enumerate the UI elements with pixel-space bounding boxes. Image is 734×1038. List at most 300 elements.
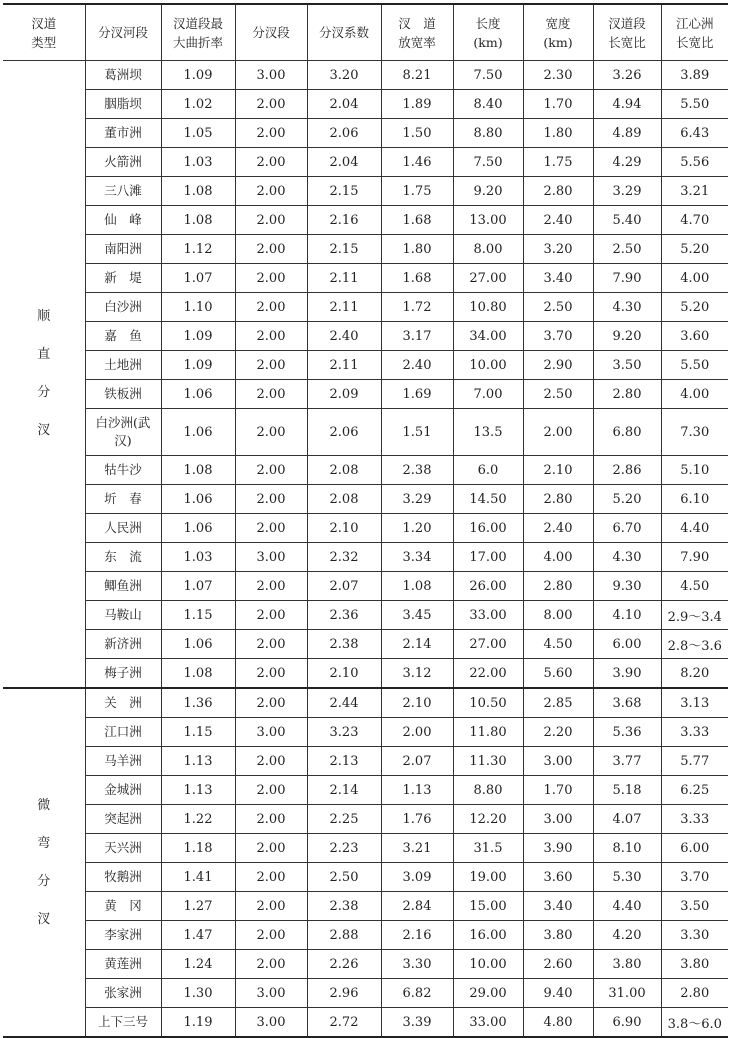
value-cell: 1.22 (161, 805, 235, 834)
value-cell: 2.38 (381, 456, 453, 485)
value-cell: 3.60 (523, 863, 593, 892)
value-cell: 6.43 (661, 119, 728, 148)
value-cell: 3.33 (661, 805, 728, 834)
column-header-6 (453, 4, 523, 61)
column-header-7 (523, 4, 593, 61)
branch-type-char: 汊 (37, 911, 51, 927)
value-cell: 2.11 (307, 293, 381, 322)
branch-type-cell (3, 61, 85, 689)
header-text: 宽度 (545, 15, 571, 31)
value-cell: 1.06 (161, 630, 235, 659)
value-cell: 1.07 (161, 572, 235, 601)
value-cell: 2.00 (235, 264, 307, 293)
value-cell: 4.50 (523, 630, 593, 659)
header-text: 长宽比 (608, 34, 646, 50)
value-cell: 2.15 (307, 235, 381, 264)
value-cell: 14.50 (453, 485, 523, 514)
value-cell: 6.70 (593, 514, 661, 543)
value-cell: 1.07 (161, 264, 235, 293)
value-cell: 2.07 (307, 572, 381, 601)
value-cell: 3.21 (381, 834, 453, 863)
value-cell: 1.06 (161, 485, 235, 514)
table-row (3, 543, 728, 572)
value-cell: 3.70 (523, 322, 593, 351)
value-cell: 2.00 (235, 90, 307, 119)
value-cell: 1.15 (161, 718, 235, 747)
branch-type-char: 分 (37, 385, 51, 400)
value-cell: 1.69 (381, 380, 453, 409)
reach-name-cell: 葛洲坝 (85, 61, 161, 90)
value-cell: 4.00 (661, 264, 728, 293)
reach-name-cell: 白沙洲(武汉) (85, 409, 161, 456)
value-cell: 27.00 (453, 630, 523, 659)
table-row (3, 148, 728, 177)
value-cell: 2.23 (307, 834, 381, 863)
value-cell: 6.00 (593, 630, 661, 659)
value-cell: 4.30 (593, 543, 661, 572)
value-cell: 2.00 (235, 409, 307, 456)
value-cell: 4.07 (593, 805, 661, 834)
value-cell: 2.80 (523, 485, 593, 514)
reach-name-cell: 黄 冈 (85, 892, 161, 921)
value-cell: 7.90 (593, 264, 661, 293)
value-cell: 1.09 (161, 61, 235, 90)
reach-name-cell: 鲫鱼洲 (85, 572, 161, 601)
branch-type-char: 分 (37, 873, 51, 889)
column-header-9 (661, 4, 728, 61)
table-header (3, 4, 728, 61)
value-cell: 5.50 (661, 351, 728, 380)
value-cell: 11.30 (453, 747, 523, 776)
value-cell: 2.86 (593, 456, 661, 485)
value-cell: 1.03 (161, 148, 235, 177)
table-row (3, 61, 728, 90)
value-cell: 2.00 (235, 514, 307, 543)
value-cell: 2.50 (307, 863, 381, 892)
value-cell: 1.80 (523, 119, 593, 148)
value-cell: 2.07 (381, 747, 453, 776)
value-cell: 2.14 (381, 630, 453, 659)
value-cell: 2.00 (235, 601, 307, 630)
value-cell: 1.20 (381, 514, 453, 543)
header-text: 长宽比 (675, 34, 714, 50)
reach-name-cell: 新 堤 (85, 264, 161, 293)
value-cell: 2.88 (307, 921, 381, 950)
value-cell: 1.05 (161, 119, 235, 148)
value-cell: 6.0 (453, 456, 523, 485)
reach-name-cell: 金城洲 (85, 776, 161, 805)
value-cell: 5.56 (661, 148, 728, 177)
reach-name-cell: 马羊洲 (85, 747, 161, 776)
value-cell: 4.40 (593, 892, 661, 921)
column-header-5 (381, 4, 453, 61)
table-row (3, 630, 728, 659)
value-cell: 4.29 (593, 148, 661, 177)
table-row (3, 514, 728, 543)
value-cell: 8.00 (523, 601, 593, 630)
table-row (3, 950, 728, 979)
value-cell: 17.00 (453, 543, 523, 572)
value-cell: 3.00 (235, 1008, 307, 1038)
table-row (3, 892, 728, 921)
branch-type-char: 汊 (37, 423, 51, 438)
value-cell: 3.29 (593, 177, 661, 206)
value-cell: 10.00 (453, 351, 523, 380)
value-cell: 2.20 (523, 718, 593, 747)
value-cell: 19.00 (453, 863, 523, 892)
table-row (3, 235, 728, 264)
value-cell: 3.77 (593, 747, 661, 776)
value-cell: 4.40 (661, 514, 728, 543)
value-cell: 1.09 (161, 351, 235, 380)
value-cell: 2.10 (307, 514, 381, 543)
value-cell: 4.89 (593, 119, 661, 148)
value-cell: 2.10 (307, 659, 381, 689)
value-cell: 4.30 (593, 293, 661, 322)
value-cell: 1.68 (381, 206, 453, 235)
value-cell: 1.50 (381, 119, 453, 148)
value-cell: 4.50 (661, 572, 728, 601)
value-cell: 3.70 (661, 863, 728, 892)
table-row (3, 805, 728, 834)
value-cell: 2.26 (307, 950, 381, 979)
value-cell: 2.00 (235, 351, 307, 380)
value-cell: 11.80 (453, 718, 523, 747)
value-cell: 1.06 (161, 409, 235, 456)
value-cell: 1.08 (161, 206, 235, 235)
value-cell: 2.04 (307, 90, 381, 119)
reach-name-cell: 马鞍山 (85, 601, 161, 630)
value-cell: 1.13 (161, 747, 235, 776)
value-cell: 5.36 (593, 718, 661, 747)
value-cell: 3.00 (235, 718, 307, 747)
value-cell: 2.38 (307, 892, 381, 921)
reach-name-cell: 上下三号 (85, 1008, 161, 1038)
table-row (3, 322, 728, 351)
value-cell: 4.00 (523, 543, 593, 572)
value-cell: 2.8～3.6 (661, 630, 728, 659)
value-cell: 27.00 (453, 264, 523, 293)
value-cell: 8.20 (661, 659, 728, 689)
reach-name-cell: 梅子洲 (85, 659, 161, 689)
value-cell: 3.00 (235, 543, 307, 572)
value-cell: 4.70 (661, 206, 728, 235)
reach-name-cell: 人民洲 (85, 514, 161, 543)
value-cell: 12.20 (453, 805, 523, 834)
value-cell: 3.29 (381, 485, 453, 514)
header-text: 分汊段 (252, 25, 290, 40)
value-cell: 5.50 (661, 90, 728, 119)
value-cell: 1.30 (161, 979, 235, 1008)
value-cell: 2.06 (307, 409, 381, 456)
header-text: (km) (473, 34, 503, 50)
value-cell: 2.00 (235, 805, 307, 834)
header-text: (km) (543, 34, 573, 50)
reach-name-cell: 关 洲 (85, 688, 161, 718)
value-cell: 2.90 (523, 351, 593, 380)
value-cell: 1.08 (161, 659, 235, 689)
value-cell: 3.17 (381, 322, 453, 351)
value-cell: 16.00 (453, 514, 523, 543)
value-cell: 3.60 (661, 322, 728, 351)
branch-type-char: 顺 (37, 309, 51, 324)
value-cell: 2.00 (235, 950, 307, 979)
reach-name-cell: 天兴洲 (85, 834, 161, 863)
value-cell: 1.80 (381, 235, 453, 264)
table-row (3, 380, 728, 409)
value-cell: 2.30 (523, 61, 593, 90)
value-cell: 8.40 (453, 90, 523, 119)
value-cell: 2.08 (307, 456, 381, 485)
value-cell: 1.47 (161, 921, 235, 950)
value-cell: 3.89 (661, 61, 728, 90)
column-header-8 (593, 4, 661, 61)
table-row (3, 659, 728, 689)
value-cell: 5.20 (593, 485, 661, 514)
reach-name-cell: 张家洲 (85, 979, 161, 1008)
value-cell: 7.50 (453, 61, 523, 90)
value-cell: 2.00 (381, 718, 453, 747)
value-cell: 2.00 (235, 206, 307, 235)
value-cell: 2.40 (307, 322, 381, 351)
value-cell: 16.00 (453, 921, 523, 950)
header-text: 类型 (31, 34, 57, 50)
value-cell: 8.80 (453, 119, 523, 148)
value-cell: 2.25 (307, 805, 381, 834)
value-cell: 2.00 (235, 380, 307, 409)
value-cell: 2.80 (523, 572, 593, 601)
value-cell: 13.5 (453, 409, 523, 456)
value-cell: 2.00 (235, 747, 307, 776)
table-body (3, 61, 728, 1038)
value-cell: 1.06 (161, 514, 235, 543)
value-cell: 3.26 (593, 61, 661, 90)
value-cell: 3.20 (523, 235, 593, 264)
value-cell: 3.33 (661, 718, 728, 747)
value-cell: 2.40 (523, 206, 593, 235)
value-cell: 2.36 (307, 601, 381, 630)
value-cell: 6.10 (661, 485, 728, 514)
value-cell: 2.00 (235, 572, 307, 601)
value-cell: 1.51 (381, 409, 453, 456)
header-text: 大曲折率 (172, 34, 223, 50)
value-cell: 2.80 (523, 177, 593, 206)
value-cell: 7.50 (453, 148, 523, 177)
value-cell: 2.00 (235, 119, 307, 148)
value-cell: 2.00 (235, 456, 307, 485)
value-cell: 1.08 (381, 572, 453, 601)
table-row (3, 688, 728, 718)
value-cell: 3.09 (381, 863, 453, 892)
table-row (3, 747, 728, 776)
value-cell: 29.00 (453, 979, 523, 1008)
value-cell: 2.08 (307, 485, 381, 514)
header-text: 长度 (475, 15, 501, 31)
value-cell: 1.70 (523, 90, 593, 119)
value-cell: 2.00 (235, 485, 307, 514)
value-cell: 2.00 (235, 630, 307, 659)
value-cell: 4.00 (661, 380, 728, 409)
column-header-3 (235, 4, 307, 61)
value-cell: 3.30 (661, 921, 728, 950)
value-cell: 5.77 (661, 747, 728, 776)
value-cell: 3.00 (235, 61, 307, 90)
value-cell: 3.8～6.0 (661, 1008, 728, 1038)
value-cell: 1.15 (161, 601, 235, 630)
value-cell: 1.03 (161, 543, 235, 572)
reach-name-cell: 圻 春 (85, 485, 161, 514)
value-cell: 2.00 (523, 409, 593, 456)
reach-name-cell: 嘉 鱼 (85, 322, 161, 351)
value-cell: 1.72 (381, 293, 453, 322)
value-cell: 2.44 (307, 688, 381, 718)
value-cell: 2.40 (523, 514, 593, 543)
value-cell: 5.20 (661, 293, 728, 322)
value-cell: 1.27 (161, 892, 235, 921)
value-cell: 10.80 (453, 293, 523, 322)
value-cell: 2.00 (235, 776, 307, 805)
value-cell: 2.32 (307, 543, 381, 572)
value-cell: 15.00 (453, 892, 523, 921)
value-cell: 2.80 (593, 380, 661, 409)
value-cell: 9.20 (593, 322, 661, 351)
value-cell: 1.02 (161, 90, 235, 119)
value-cell: 2.11 (307, 351, 381, 380)
header-text: 江心洲 (675, 15, 714, 31)
table-row (3, 409, 728, 456)
value-cell: 5.10 (661, 456, 728, 485)
table-row (3, 863, 728, 892)
value-cell: 2.16 (381, 921, 453, 950)
value-cell: 2.00 (235, 892, 307, 921)
value-cell: 1.08 (161, 177, 235, 206)
value-cell: 2.06 (307, 119, 381, 148)
value-cell: 9.20 (453, 177, 523, 206)
value-cell: 9.40 (523, 979, 593, 1008)
value-cell: 26.00 (453, 572, 523, 601)
value-cell: 7.90 (661, 543, 728, 572)
value-cell: 2.16 (307, 206, 381, 235)
value-cell: 3.00 (523, 747, 593, 776)
value-cell: 5.30 (593, 863, 661, 892)
value-cell: 3.50 (593, 351, 661, 380)
value-cell: 2.38 (307, 630, 381, 659)
column-header-2 (161, 4, 235, 61)
value-cell: 1.13 (381, 776, 453, 805)
column-header-0 (3, 4, 85, 61)
branch-type-char: 弯 (37, 835, 51, 851)
value-cell: 31.00 (593, 979, 661, 1008)
value-cell: 6.90 (593, 1008, 661, 1038)
value-cell: 1.36 (161, 688, 235, 718)
value-cell: 2.11 (307, 264, 381, 293)
reach-name-cell: 江口洲 (85, 718, 161, 747)
reach-name-cell: 白沙洲 (85, 293, 161, 322)
value-cell: 5.40 (593, 206, 661, 235)
header-row (3, 4, 728, 61)
value-cell: 2.13 (307, 747, 381, 776)
river-branch-table (3, 3, 728, 1038)
value-cell: 2.14 (307, 776, 381, 805)
table-row (3, 572, 728, 601)
header-text: 汊道段最 (172, 15, 223, 31)
value-cell: 3.39 (381, 1008, 453, 1038)
value-cell: 1.06 (161, 380, 235, 409)
value-cell: 2.72 (307, 1008, 381, 1038)
value-cell: 4.20 (593, 921, 661, 950)
value-cell: 10.00 (453, 950, 523, 979)
value-cell: 2.50 (523, 380, 593, 409)
value-cell: 33.00 (453, 601, 523, 630)
value-cell: 2.00 (235, 834, 307, 863)
value-cell: 2.10 (381, 688, 453, 718)
value-cell: 3.80 (661, 950, 728, 979)
header-text: 分汊河段 (97, 25, 148, 40)
value-cell: 2.00 (235, 659, 307, 689)
value-cell: 1.09 (161, 322, 235, 351)
value-cell: 2.84 (381, 892, 453, 921)
value-cell: 2.60 (523, 950, 593, 979)
table-row (3, 351, 728, 380)
table-row (3, 601, 728, 630)
column-header-1 (85, 4, 161, 61)
value-cell: 1.41 (161, 863, 235, 892)
table-row (3, 264, 728, 293)
value-cell: 7.00 (453, 380, 523, 409)
reach-name-cell: 铁板洲 (85, 380, 161, 409)
value-cell: 3.45 (381, 601, 453, 630)
value-cell: 13.00 (453, 206, 523, 235)
table-row (3, 485, 728, 514)
header-text: 分汊系数 (318, 25, 369, 40)
value-cell: 3.34 (381, 543, 453, 572)
reach-name-cell: 三八滩 (85, 177, 161, 206)
value-cell: 1.70 (523, 776, 593, 805)
reach-name-cell: 突起洲 (85, 805, 161, 834)
value-cell: 3.90 (523, 834, 593, 863)
table-row (3, 119, 728, 148)
header-text: 汊道 (31, 15, 57, 31)
value-cell: 34.00 (453, 322, 523, 351)
value-cell: 2.00 (235, 235, 307, 264)
value-cell: 3.21 (661, 177, 728, 206)
value-cell: 2.00 (235, 293, 307, 322)
value-cell: 31.5 (453, 834, 523, 863)
value-cell: 1.08 (161, 456, 235, 485)
value-cell: 2.50 (523, 293, 593, 322)
value-cell: 4.10 (593, 601, 661, 630)
table-row (3, 177, 728, 206)
reach-name-cell: 黄莲洲 (85, 950, 161, 979)
value-cell: 1.13 (161, 776, 235, 805)
reach-name-cell: 牧鹅洲 (85, 863, 161, 892)
table-row (3, 921, 728, 950)
value-cell: 3.00 (523, 805, 593, 834)
value-cell: 2.00 (235, 322, 307, 351)
value-cell: 3.50 (661, 892, 728, 921)
reach-name-cell: 土地洲 (85, 351, 161, 380)
header-text: 汊 道 (398, 15, 436, 31)
reach-name-cell: 仙 峰 (85, 206, 161, 235)
value-cell: 3.20 (307, 61, 381, 90)
value-cell: 3.12 (381, 659, 453, 689)
value-cell: 3.80 (523, 921, 593, 950)
value-cell: 1.68 (381, 264, 453, 293)
table-row (3, 834, 728, 863)
branch-type-cell (3, 688, 85, 1037)
value-cell: 5.20 (661, 235, 728, 264)
value-cell: 3.68 (593, 688, 661, 718)
